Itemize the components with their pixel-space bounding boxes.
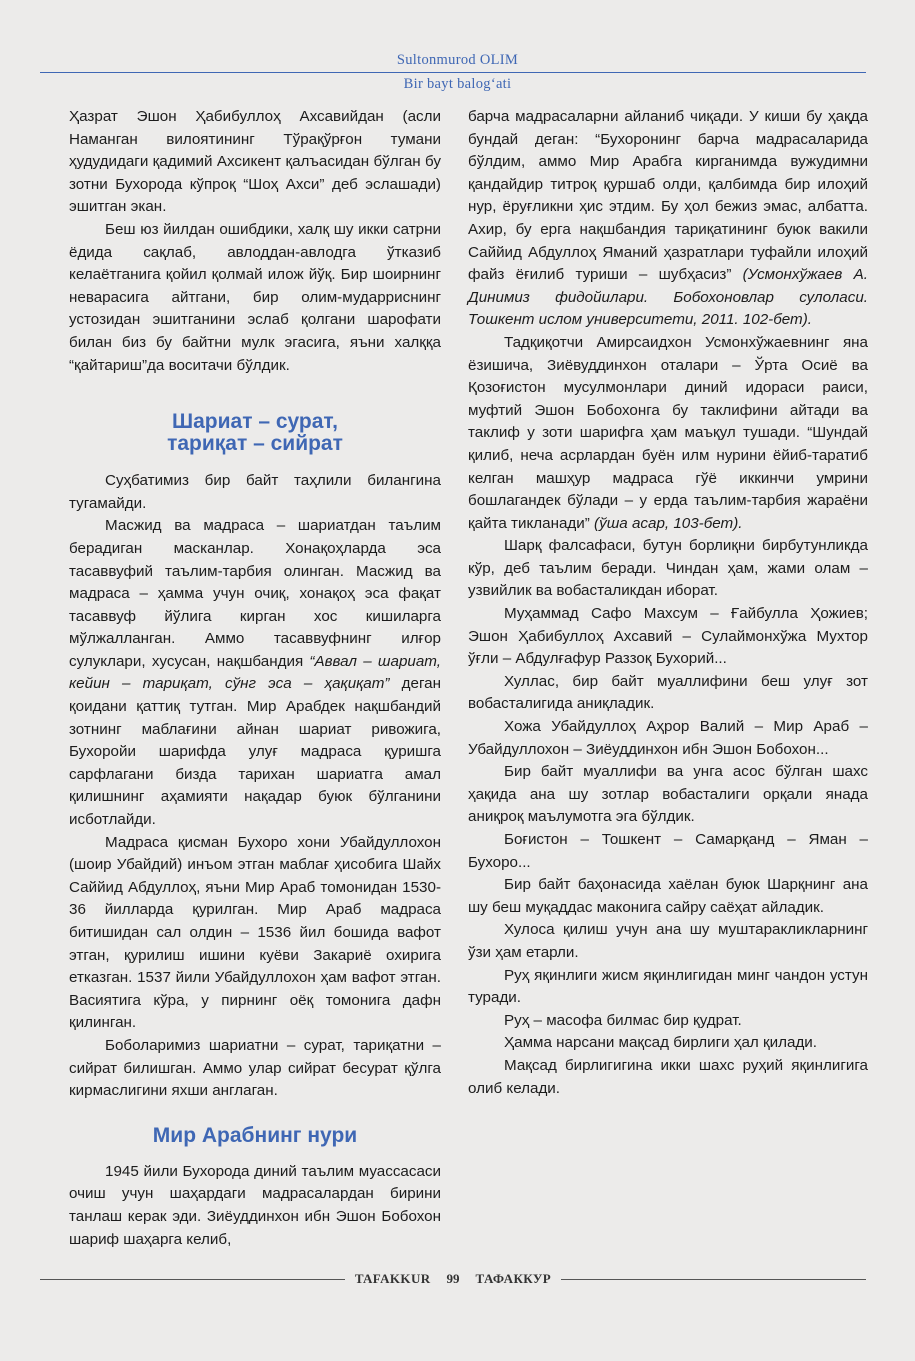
text-run: Масжид ва мадраса – шариатдан таълим берадиган масканлар. Хонақоҳларда эса тасаввуфий таълим-тарбия олинган. Масжид ва мадраса – ҳамма учун очиқ, хонақоҳ эса фақат тасаввуф йўлига кирган хос кишиларга мўлжалланган. Аммо тасаввуфнинг илғор сулуклари, хусусан, нақшбандия (69, 517, 441, 670)
citation: (ўша асар, 103-бет). (594, 514, 743, 532)
paragraph: Руҳ – масофа билмас бир қудрат. (504, 1011, 742, 1029)
journal-name-latin: TAFAKKUR (354, 1271, 431, 1286)
page-number: 99 (446, 1271, 460, 1286)
text-run: Тадқиқотчи Амирсаидхон Усмонхўжаевнинг яна ёзишича, Зиёвуддинхон оталари – Ўрта Осиё ва Қозоғистон мусулмонлари диний идораси раиси, муфтий Эшон Бобохонга бу таклифини айтади ва таклиф у зоти шарифга ҳам маъқул тушади. “Шундай қилиб, неча асрлардан буён илм нурини ёйиб-таратиб келган машҳур мадраса гўё иккинчи умрини бошлагандек бўлади – у ерда таълим-тарбия жараёни қайта тикланади” (468, 333, 868, 532)
text-run: деган қоидани қаттиқ тутган. Мир Арабдек нақшбандий зотнинг маблағини айнан шариат ривожига, Бухоройи шарифда улуғ мадраса қуришга сарфлагани бизда тарихан шариатга амал қилишнинг аҳамияти нақадар буюк бўлганини исботлайди. (69, 675, 441, 829)
paragraph: Хожа Убайдуллоҳ Аҳрор Валий – Мир Араб – Убайдуллохон – Зиёуддинхон ибн Эшон Бобохон... (468, 718, 868, 758)
header-rule (40, 72, 866, 73)
section-heading: Мир Арабнинг нури (152, 1123, 358, 1147)
right-column (468, 106, 868, 1100)
paragraph (468, 332, 868, 535)
paragraph: 1945 йили Бухорода диний таълим муассасаси очиш учун шаҳардаги мадрасалардан бирини танлаш керак эди. Зиёуддинхон ибн Эшон Бобохон шариф шаҳарга келиб, (69, 1162, 441, 1248)
paragraph: Суҳбатимиз бир байт таҳлили билангина тугамайди. (69, 472, 441, 512)
page-footer (40, 1271, 866, 1287)
paragraph: Боболаримиз шариатни – сурат, тариқатни – сийрат билишган. Аммо улар сийрат бесурат қўлга кирмаслигини яхши англаган. (69, 1036, 441, 1100)
paragraph: Хулоса қилиш учун ана шу муштаракликларнинг ўзи ҳам етарли. (468, 921, 868, 961)
paragraph: Шарқ фалсафаси, бутун борлиқни бирбутунликда кўр, деб таълим беради. Чиндан ҳам, жами олам – узвийлик ва вобасталикдан иборат. (468, 537, 868, 600)
quote: “Аввал – шариат, кейин – тариқат, сўнг эса – ҳақиқат” (69, 652, 442, 693)
paragraph: Мақсад бирлигигина икки шахс руҳий яқинлигига олиб келади. (468, 1056, 868, 1097)
citation: (Усмонхўжаев А. Динимиз фидойилари. Бобохоновлар сулоласи. Тошкент ислом университети, 2011. 102-бет). (468, 266, 868, 329)
paragraph (468, 106, 868, 332)
paragraph (69, 515, 441, 831)
paragraph: Беш юз йилдан ошибдики, халқ шу икки сатрни ёдида сақлаб, авлоддан-авлодга ўтказиб келаётганига қойил қолмай илож йўқ. Бир шоирнинг неварасига айтгани, бир олим-мударриснинг устозидан эшитганини эслаб қолгани шарофати билан биз бу байтни мулк эгасига, яъни халққа “қайтариш”да воситачи бўлдик. (69, 220, 441, 374)
paragraph: Боғистон – Тошкент – Самарқанд – Яман – Бухоро... (468, 831, 868, 871)
paragraph: Хуллас, бир байт муаллифини беш улуғ зот вобасталигида аниқладик. (468, 672, 868, 713)
left-column (69, 106, 441, 1251)
paragraph: Бир байт баҳонасида хаёлан буюк Шарқнинг ана шу беш муқаддас маконига сайру саёҳат айладик. (468, 876, 868, 916)
running-header-author: Sultonmurod OLIM (396, 52, 519, 68)
paragraph: Муҳаммад Сафо Махсум – Ғайбулла Ҳожиев; Эшон Ҳабибуллоҳ Ахсавий – Сулаймонхўжа Мухтор ўғли – Абдулғафур Раззоқ Бухорий... (468, 605, 868, 668)
text-run: барча мадрасаларни айланиб чиқади. У киши бу ҳақда бундай деган: “Бухоронинг барча мадрасаларида бўлдим, аммо Мир Арабга кирганимда вужудимни қандайдир титроқ қуршаб олди, қалбимда бир илоҳий нур, ёруғликни ҳис этдим. Бу ҳол бежиз эмас, албатта. Ахир, бу ерга нақшбандия тариқатининг буюк вакили Саййид Абдуллоҳ Яманий ҳазратлари туфайли илоҳий файз ёғилиб туриши – шубҳасиз” (468, 108, 868, 284)
paragraph: Мадраса қисман Бухоро хони Убайдуллохон (шоир Убайдий) инъом этган маблағ ҳисобига Шайх Саййид Абдуллоҳ, яъни Мир Араб томонидан 1530-36 йилларда қурилган. Мир Араб мадраса битишидан сал олдин – 1536 йил бошида вафот этган, қурилиш ишини куёви Закариё охирига етказган. 1537 йили Убайдуллохон ҳам вафот этган. Васиятига кўра, у пирнинг оёқ томонига дафн қилинган. (69, 833, 441, 1032)
running-header-title: Bir bayt balog‘ati (403, 76, 512, 92)
paragraph: Бир байт муаллифи ва унга асос бўлган шахс ҳақида ана шу зотлар вобасталиги орқали янада аниқроқ маълумотга эга бўлдик. (468, 763, 868, 826)
section-heading (69, 411, 441, 455)
paragraph: Руҳ яқинлиги жисм яқинлигидан минг чандон устун туради. (468, 966, 868, 1007)
footer-rule-left (40, 1279, 345, 1280)
footer-rule-right (561, 1279, 866, 1280)
journal-name-cyrillic: ТАФАККУР (475, 1271, 552, 1286)
paragraph: Ҳазрат Эшон Ҳабибуллоҳ Ахсавийдан (асли Наманган вилоятининг Тўрақўрғон тумани ҳудудидаги қадимий Ахсикент қалъасидан бўлган бу зотни Бухорода кўпроқ “Шоҳ Ахси” деб эслашади) эшитган экан. (69, 108, 441, 216)
heading-line: тариқат – сийрат (167, 432, 343, 456)
heading-line: Шариат – сурат, (172, 410, 338, 434)
paragraph: Ҳамма нарсани мақсад бирлиги ҳал қилади. (504, 1034, 818, 1052)
